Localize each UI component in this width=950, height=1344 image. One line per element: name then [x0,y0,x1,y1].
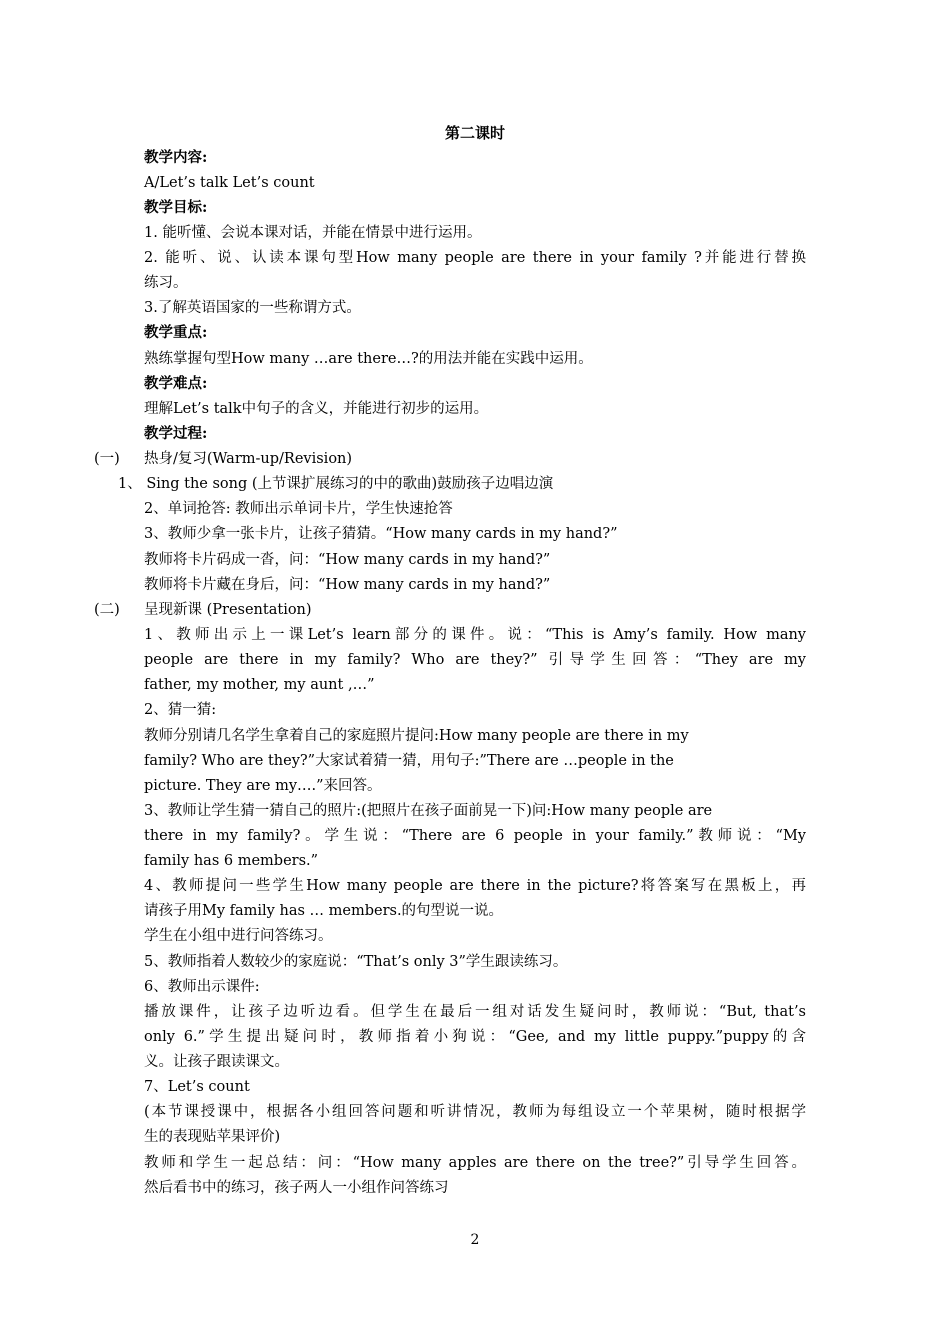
difficulty-heading: 教学难点: [144,375,208,392]
part-2-label: (二) [94,602,120,618]
part-2-line: 义。让孩子跟读课文。 [144,1054,289,1070]
part-2-line: 请孩子用My family has … members.的句型说一说。 [144,903,504,919]
part-2-line: 教师分别请几名学生拿着自己的家庭照片提问:How many people are there in my [144,728,689,744]
part-2-title: 呈现新课 (Presentation) [144,602,312,618]
part-2-line: picture. They are my….”来回答。 [144,778,382,794]
part-2-line: 7、Let’s count [144,1079,250,1095]
part-2-line: 2、猜一猜: [144,702,217,718]
part-2-line: 6、教师出示课件: [144,979,260,995]
part-1-line-5: 教师将卡片藏在身后，问：“How many cards in my hand?” [144,577,551,593]
content-text: A/Let’s talk Let’s count [144,175,315,191]
goal-2-line-2: 练习。 [144,275,188,291]
part-2-line: only 6.”学生提出疑问时，教师指着小狗说：“Gee, and my little puppy.”puppy的含 [144,1029,806,1045]
focus-heading: 教学重点: [144,324,208,341]
part-2-line: family has 6 members.” [144,853,319,869]
goal-2-line-1: 2. 能听、说、认读本课句型How many people are there in your family ?并能进行替换 [144,250,806,266]
part-2-line: 然后看书中的练习，孩子两人一小组作问答练习 [144,1180,449,1196]
part-2-line: 4、教师提问一些学生How many people are there in the picture?将答案写在黑板上，再 [144,878,806,894]
part-2-line: father, my mother, my aunt ,…” [144,677,375,693]
difficulty-text: 理解Let’s talk中句子的含义，并能进行初步的运用。 [144,401,489,417]
part-1-line-2: 2、单词抢答: 教师出示单词卡片，学生快速抢答 [144,501,453,517]
part-2-line: 教师和学生一起总结：问：“How many apples are there on the tree?”引导学生回答。 [144,1155,806,1171]
page-number: 2 [470,1232,480,1248]
lesson-title: 第二课时 [444,124,505,142]
part-1-title: 热身/复习(Warm-up/Revision) [144,451,353,467]
focus-text: 熟练掌握句型How many …are there…?的用法并能在实践中运用。 [144,351,593,367]
process-heading: 教学过程: [144,425,208,442]
part-1-label: (一) [94,451,120,467]
part-2-line: 学生在小组中进行问答练习。 [144,928,333,944]
goals-heading: 教学目标: [144,199,208,216]
part-2-line: people are there in my family? Who are they?” 引导学生回答：“They are my [144,652,806,668]
part-1-line-3: 3、教师少拿一张卡片，让孩子猜猜。“How many cards in my hand?” [144,526,618,542]
content-heading: 教学内容: [144,149,208,166]
goal-1: 1. 能听懂、会说本课对话，并能在情景中进行运用。 [144,225,482,241]
part-2-line: 1、教师出示上一课Let’s learn部分的课件。说：“This is Amy’s family. How many [144,627,806,643]
part-1-line-1: 1、 Sing the song (上节课扩展练习的中的歌曲)鼓励孩子边唱边演 [118,476,554,492]
part-2-line: 生的表现贴苹果评价) [144,1129,281,1145]
part-2-line: 播放课件，让孩子边听边看。但学生在最后一组对话发生疑问时，教师说：“But, that’s [144,1004,806,1020]
part-2-line: family? Who are they?”大家试着猜一猜，用句子:”There are …people in the [144,753,674,769]
part-2-line: there in my family?。学生说：“There are 6 people in your family.”教师说：“My [144,828,806,844]
part-2-line: (本节课授课中，根据各小组回答问题和听讲情况，教师为每组设立一个苹果树，随时根据学 [144,1104,806,1120]
part-1-line-4: 教师将卡片码成一沓，问：“How many cards in my hand?” [144,552,551,568]
goal-3: 3.了解英语国家的一些称谓方式。 [144,300,361,316]
part-2-line: 3、教师让学生猜一猜自己的照片:(把照片在孩子面前晃一下)问:How many people are [144,803,713,819]
part-2-line: 5、教师指着人数较少的家庭说：“That’s only 3”学生跟读练习。 [144,954,568,970]
